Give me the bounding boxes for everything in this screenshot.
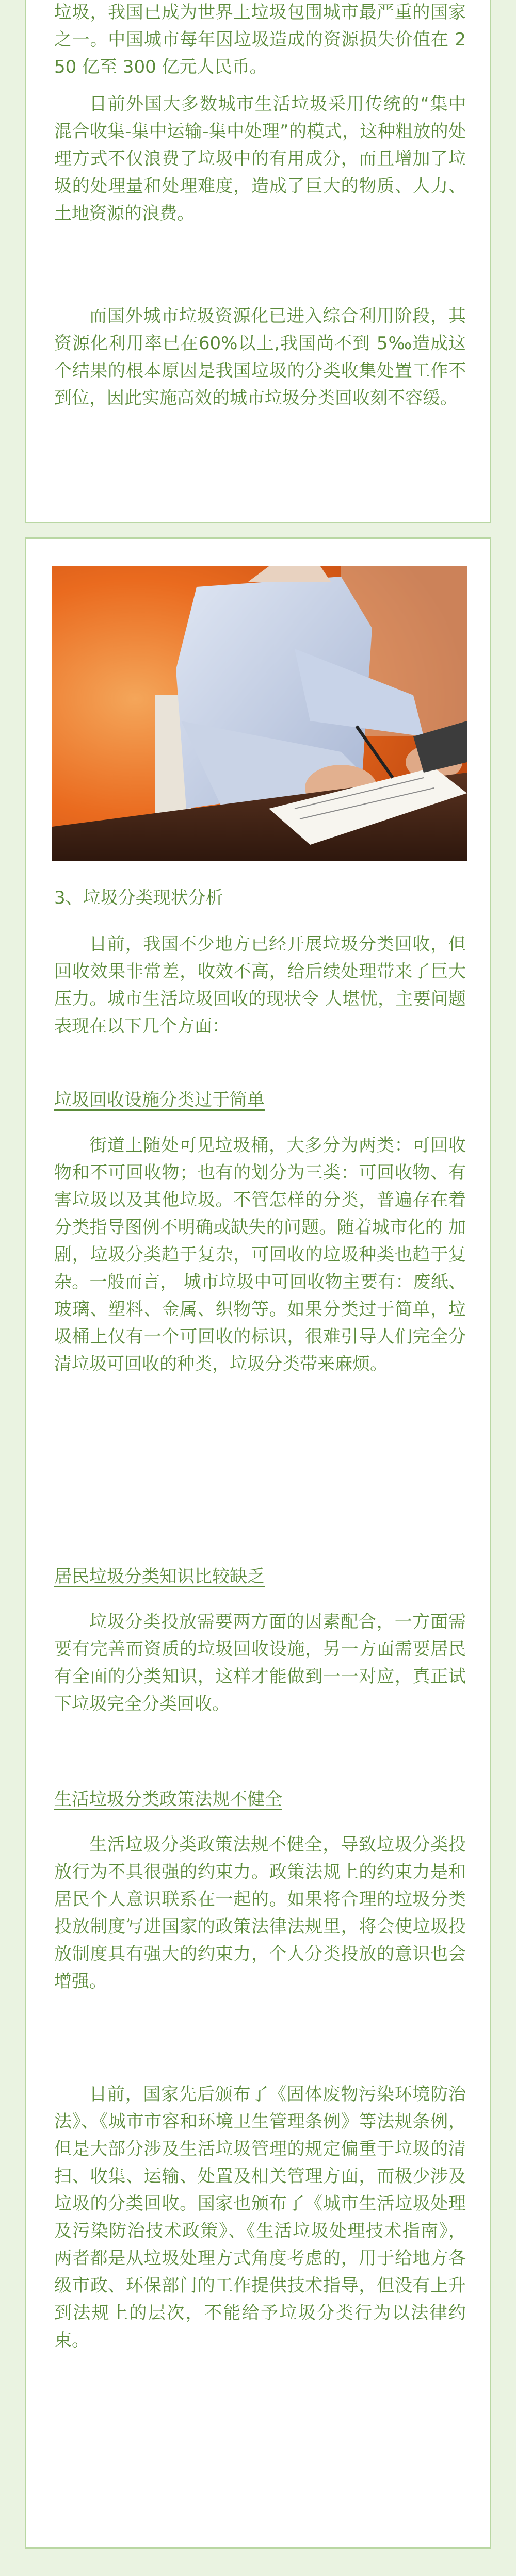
paragraph-regulations: 生活垃圾分类政策法规不健全，导致垃圾分类投放行为不具很强的约束力。政策法规上的约束力是和居民个人意识联系在一起的。如果将合理的垃圾分类投放制度写进国家的政策法律法规里，将会使垃圾投放制度具有强大的约束力，个人分类投放的意识也会增强。 [54,1834,466,1992]
section-title: 3、垃圾分类现状分析 [54,888,223,908]
text-card-top [25,0,491,523]
paragraph-intro-cont: 垃圾，我国已成为世界上垃圾包围城市最严重的国家之一。中国城市每年因垃圾造成的资源损失价值在 250 亿至 300 亿元人民币。 [54,2,466,77]
paragraph-current-status: 目前，我国不少地方已经开展垃圾分类回收，但回收效果非常差，收效不高，给后续处理带来了巨大压力。城市生活垃圾回收的现状令 人堪忧，主要问题表现在以下几个方面： [54,934,466,1037]
paragraph-national-policy: 目前，国家先后颁布了《固体废物污染环境防治法》、《城市市容和环境卫生管理条例》等法规条例，但是大部分涉及生活垃圾管理的规定偏重于垃圾的清扫、收集、运输、处置及相关管理方面，而极少涉及垃圾的分类回收。国家也颁布了《城市生活垃圾处理及污染防治技术政策》、《生活垃圾处理技术指南》，两者都是从垃圾处理方式角度考虑的，用于给地方各级市政、环保部门的工作提供技术指导，但没有上升到法规上的层次，不能给予垃圾分类行为以法律约束。 [54,2084,466,2351]
subheading-facilities: 垃圾回收设施分类过于简单 [54,1090,265,1110]
paragraph-facilities: 街道上随处可见垃圾桶，大多分为两类：可回收物和不可回收物；也有的划分为三类：可回收物、有害垃圾以及其他垃圾。不管怎样的分类，普遍存在着分类指导图例不明确或缺失的问题。随着城市化的 加剧，垃圾分类趋于复杂，可回收的垃圾种类也趋于复杂。一般而言， 城市垃圾中可回收物主要有：废纸、玻璃、塑料、金属、织物等。如果分类过于简单，垃圾桶上仅有一个可回收的标识，很难引导人们完全分清垃圾可回收的种类，垃圾分类带来麻烦。 [54,1135,466,1374]
paragraph-knowledge: 垃圾分类投放需要两方面的因素配合，一方面需要有完善而资质的垃圾回收设施，另一方面需要居民有全面的分类知识，这样才能做到一一对应，真正试下垃圾完全分类回收。 [54,1612,466,1714]
paragraph-traditional-mode: 目前外国大多数城市生活垃圾采用传统的“集中混合收集-集中运输-集中处理”的模式，这种粗放的处理方式不仅浪费了垃圾中的有用成分，而且增加了垃圾的处理量和处理难度，造成了巨大的物质、人力、土地资源的浪费。 [54,94,466,224]
person-writing-photo [52,566,467,861]
paragraph-foreign-comparison: 而国外城市垃圾资源化已进入综合利用阶段，其资源化利用率已在60%以上,我国尚不到 5‰造成这个结果的根本原因是我国垃圾的分类收集处置工作不到位，因此实施高效的城市垃圾分类回收刻不容缓。 [54,306,466,408]
text-card-analysis [25,537,491,2549]
subheading-knowledge: 居民垃圾分类知识比较缺乏 [54,1566,265,1587]
subheading-regulations: 生活垃圾分类政策法规不健全 [54,1789,282,1810]
